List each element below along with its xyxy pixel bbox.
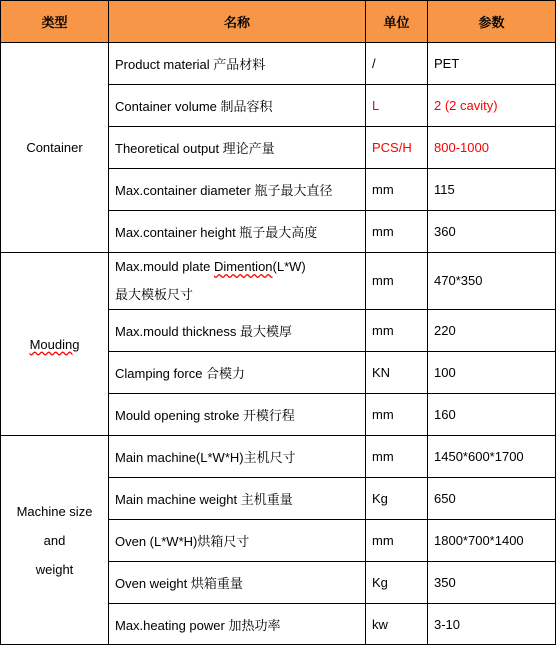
row-value: 800-1000 [428,127,556,169]
row-unit: mm [366,520,428,562]
row-name: Main machine(L*W*H)主机尺寸 [109,436,366,478]
row-name: Max.container height 瓶子最大高度 [109,211,366,253]
row-unit: L [366,85,428,127]
row-unit: Kg [366,562,428,604]
row-value: 650 [428,478,556,520]
row-unit: mm [366,253,428,310]
row-value: 360 [428,211,556,253]
row-unit: Kg [366,478,428,520]
row-unit: / [366,43,428,85]
row-name: Max.heating power 加热功率 [109,604,366,645]
row-unit: KN [366,352,428,394]
row-name: Product material 产品材料 [109,43,366,85]
row-value: 220 [428,310,556,352]
table-row [1,43,556,85]
row-unit: mm [366,169,428,211]
header-value: 参数 [428,1,556,43]
row-value: 160 [428,394,556,436]
category-mouding [1,253,109,436]
category-machine [1,436,109,645]
row-name: Theoretical output 理论产量 [109,127,366,169]
category-label: Mouding [29,336,80,352]
header-name: 名称 [109,1,366,43]
row-value: 1450*600*1700 [428,436,556,478]
category-container: Container [1,43,109,253]
row-value: 1800*700*1400 [428,520,556,562]
row-value: 115 [428,169,556,211]
row-name: Max.mould thickness 最大模厚 [109,310,366,352]
row-name: Oven (L*W*H)烘箱尺寸 [109,520,366,562]
category-label-line: Machine size [16,503,93,519]
row-unit: PCS/H [366,127,428,169]
row-unit: mm [366,310,428,352]
row-unit: kw [366,604,428,645]
category-label-line: weight [35,561,74,577]
header-row [1,1,556,43]
row-value: 3-10 [428,604,556,645]
category-label-line: and [43,532,66,548]
header-type: 类型 [1,1,109,43]
row-name: Clamping force 合模力 [109,352,366,394]
row-name-part: (L*W) [272,259,306,274]
row-value: 350 [428,562,556,604]
row-name: Oven weight 烘箱重量 [109,562,366,604]
row-name: Main machine weight 主机重量 [109,478,366,520]
row-unit: mm [366,394,428,436]
row-value: 2 (2 cavity) [428,85,556,127]
row-name: Mould opening stroke 开模行程 [109,394,366,436]
row-name-part: 最大模板尺寸 [115,287,194,302]
row-value: 470*350 [428,253,556,310]
row-unit: mm [366,211,428,253]
row-name [109,253,366,310]
row-value: 100 [428,352,556,394]
row-unit: mm [366,436,428,478]
row-name-part: Max.mould plate [115,259,214,274]
table-row [1,436,556,478]
header-unit: 单位 [366,1,428,43]
row-name: Container volume 制品容积 [109,85,366,127]
table-row [1,253,556,310]
row-name-misspelled: Dimention [214,259,273,274]
row-name: Max.container diameter 瓶子最大直径 [109,169,366,211]
row-value: PET [428,43,556,85]
